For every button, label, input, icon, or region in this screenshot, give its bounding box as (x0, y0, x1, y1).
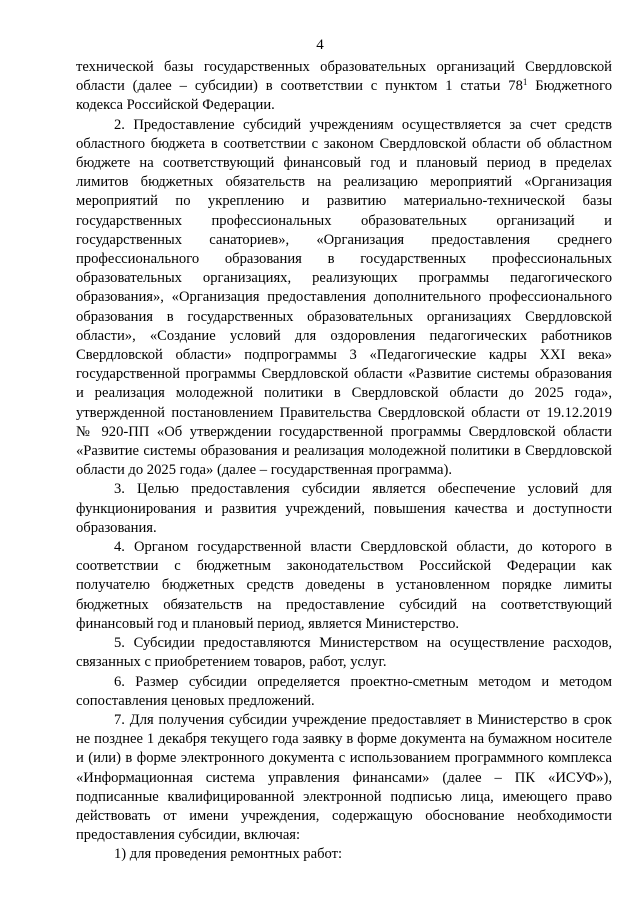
paragraph-5: 5. Субсидии предоставляются Министерством на осуществление расходов, связанных с приобретением товаров, работ, услуг. (76, 635, 612, 671)
page-number: 4 (316, 37, 324, 53)
paragraph-text: технической базы государственных образовательных организаций Свердловской области (далее – субсидии) в соответствии с пунктом 1 статьи 78 (76, 59, 612, 95)
superscript-article-index: 1 (522, 77, 528, 88)
paragraph-continuation (76, 58, 612, 116)
list-item-1: 1) для проведения ремонтных работ: (114, 846, 343, 863)
document-body (76, 58, 612, 865)
paragraph-7: 7. Для получения субсидии учреждение предоставляет в Министерство в срок не позднее 1 декабря текущего года заявку в форме документа на бумажном носителе и (или) в форме электронного документа с использованием программного комплекса «Информационная система управления финансами» (далее – ПК «ИСУФ»), подписанные квалифицированной электронной подписью лица, имеющего право действовать от имени учреждения, содержащую обоснование необходимости предоставления субсидии, включая: (76, 711, 612, 844)
paragraph-4: 4. Органом государственной власти Свердловской области, до которого в соответствии с бюджетным законодательством Российской Федерации как получателю бюджетных средств доведены в установленном порядке лимиты бюджетных обязательств на предоставление субсидий на соответствующий финансовый год и плановый период, является Министерство. (76, 539, 612, 632)
paragraph-6: 6. Размер субсидии определяется проектно-сметным методом и методом сопоставления ценовых предложений. (76, 673, 612, 709)
paragraph-2: 2. Предоставление субсидий учреждениям осуществляется за счет средств областного бюджета в соответствии с законом Свердловской области об областном бюджете на соответствующий финансовый год и плановый период в пределах лимитов бюджетных обязательств на реализацию мероприятий «Организация мероприятий по укреплению и развитию материально-технической базы государственных профессиональных образовательных организаций и государственных санаториев», «Организация предоставления среднего профессионального образования в государственных профессиональных образовательных организациях, реализующих программы педагогического образования», «Организация предоставления дополнительного профессионального образования в государственных образовательных организациях Свердловской области», «Создание условий для оздоровления педагогических работников Свердловской области» подпрограммы 3 «Педагогические кадры XXI века» государственной программы Свердловской области «Развитие системы образования и реализация молодежной политики в Свердловской области до 2025 года», утвержденной постановлением Правительства Свердловской области от 19.12.2019 № 920-ПП «Об утверждении государственной программы Свердловской области «Развитие системы образования и реализация молодежной политики в Свердловской области до 2025 года» (далее – государственная программа). (76, 116, 612, 479)
paragraph-text: Бюджетного кодекса Российской Федерации. (76, 78, 612, 114)
paragraph-3: 3. Целью предоставления субсидии является обеспечение условий для функционирования и развития учреждений, повышения качества и доступности образования. (76, 481, 612, 536)
